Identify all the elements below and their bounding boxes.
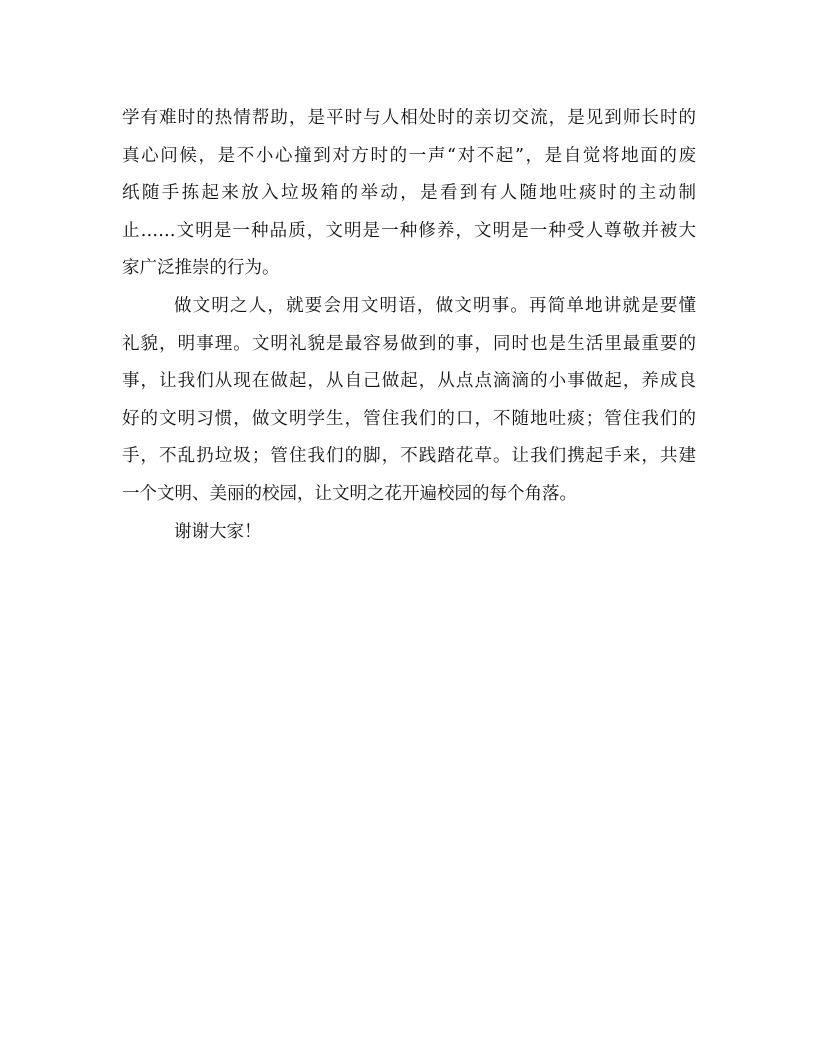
- text-line: 好的文明习惯，做文明学生，管住我们的口，不随地吐痰；管住我们的: [122, 408, 696, 429]
- text-line: 事，让我们从现在做起，从自己做起，从点点滴滴的小事做起，养成良: [122, 371, 696, 392]
- closing-line: 谢谢大家！: [174, 521, 262, 542]
- paragraph-2: [122, 288, 696, 514]
- text-line: 做文明之人，就要会用文明语，做文明事。再简单地讲就是要懂: [174, 295, 696, 316]
- text-line: 纸随手拣起来放入垃圾箱的举动，是看到有人随地吐痰时的主动制: [122, 183, 696, 204]
- text-line: 礼貌，明事理。文明礼貌是最容易做到的事，同时也是生活里最重要的: [122, 333, 696, 354]
- text-line: 止……文明是一种品质，文明是一种修养，文明是一种受人尊敬并被大: [122, 220, 696, 241]
- document-body: [122, 100, 696, 551]
- paragraph-1: [122, 100, 696, 288]
- paragraph-3: [122, 514, 696, 552]
- text-line: 一个文明、美丽的校园，让文明之花开遍校园的每个角落。: [122, 483, 577, 504]
- text-line: 真心问候，是不小心撞到对方时的一声“对不起”，是自觉将地面的废: [122, 145, 696, 166]
- text-line: 学有难时的热情帮助，是平时与人相处时的亲切交流，是见到师长时的: [122, 108, 696, 128]
- text-line: 手，不乱扔垃圾；管住我们的脚，不践踏花草。让我们携起手来，共建: [122, 446, 696, 467]
- text-line: 家广泛推崇的行为。: [122, 258, 280, 279]
